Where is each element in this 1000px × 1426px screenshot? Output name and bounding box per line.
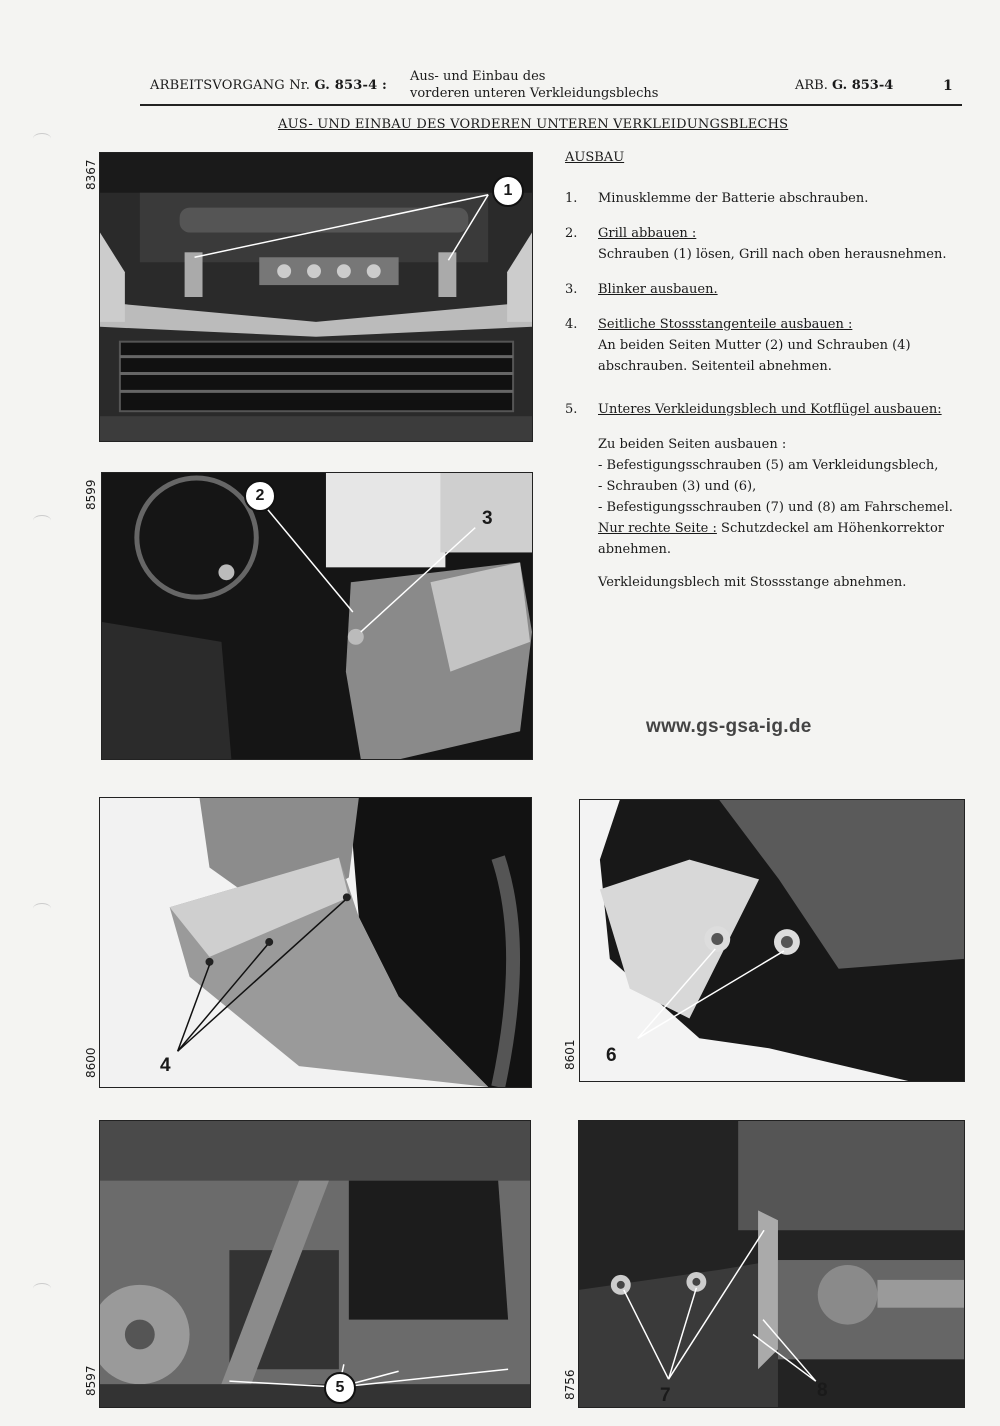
page-number: 1 [943, 78, 953, 94]
callout-8: 8 [817, 1380, 828, 1401]
step-heading: Blinker ausbauen. [598, 282, 718, 297]
step-heading: Unteres Verkleidungsblech und Kotflügel ausbauen: [598, 402, 942, 417]
list-item: - Befestigungsschrauben (7) und (8) am Fahrschemel. [598, 500, 953, 515]
photo-bumper-side [101, 472, 533, 760]
punch-hole [33, 1283, 51, 1294]
photo-subframe [578, 1120, 965, 1408]
website-watermark: www.gs-gsa-ig.de [646, 716, 812, 737]
callout-3: 3 [482, 508, 493, 529]
punch-hole [33, 133, 51, 144]
photo-number: 8599 [84, 479, 98, 510]
callout-6: 6 [606, 1045, 617, 1066]
punch-hole [33, 515, 51, 526]
photo-number: 8600 [84, 1047, 98, 1078]
punch-hole [33, 903, 51, 914]
step-heading: Grill abbauen : [598, 226, 697, 241]
callout-2: 2 [244, 480, 276, 512]
photo-number: 8367 [84, 159, 98, 190]
step-item: 1. Minusklemme der Batterie abschrauben. [565, 191, 869, 206]
operation-number: ARBEITSVORGANG Nr. G. 853-4 : [150, 78, 388, 93]
step-item: 3. Blinker ausbauen. [565, 282, 718, 297]
header-rule [140, 104, 962, 106]
list-item: - Schrauben (3) und (6), [598, 479, 757, 494]
step-item: 4. Seitliche Stossstangenteile ausbauen : An beiden Seiten Mutter (2) und Schrauben (4) abschrauben. Seitenteil abnehmen. [565, 317, 911, 374]
photo-bumper-screws-6 [579, 799, 965, 1082]
step-heading: Seitliche Stossstangenteile ausbauen : [598, 317, 853, 332]
header-code: ARB. G. 853-4 [795, 78, 894, 93]
photo-grill [99, 152, 533, 442]
header-title: Aus- und Einbau des vorderen unteren Verkleidungsblechs [410, 69, 659, 101]
right-side-label: Nur rechte Seite : [598, 521, 717, 536]
page-title: AUS- UND EINBAU DES VORDEREN UNTEREN VERKLEIDUNGSBLECHS [278, 117, 789, 132]
callout-4: 4 [160, 1055, 171, 1076]
photo-number: 8601 [563, 1039, 577, 1070]
step-item: 5. Unteres Verkleidungsblech und Kotflügel ausbauen: [565, 402, 942, 417]
list-item: - Befestigungsschrauben (5) am Verkleidungsblech, [598, 458, 939, 473]
photo-number: 8756 [563, 1369, 577, 1400]
step-item: 2. Grill abbauen : Schrauben (1) lösen, Grill nach oben herausnehmen. [565, 226, 947, 262]
callout-7: 7 [660, 1385, 671, 1406]
step5-details: Zu beiden Seiten ausbauen : - Befestigungsschrauben (5) am Verkleidungsblech, - Schrauben (3) und (6), - Befestigungsschrauben (7) und (8) am Fahrschemel. Nur rechte Seite : Schutzdeckel am Höhenkorrektor abnehmen. Verkleidungsblech mit Stossstange abnehmen. [598, 434, 965, 593]
instruction-steps [565, 188, 965, 593]
photo-bumper-screws-4 [99, 797, 532, 1088]
photo-front-panel [99, 1120, 531, 1408]
photo-number: 8597 [84, 1365, 98, 1396]
callout-5: 5 [324, 1372, 356, 1404]
callout-1: 1 [492, 175, 524, 207]
section-heading: AUSBAU [565, 150, 625, 165]
